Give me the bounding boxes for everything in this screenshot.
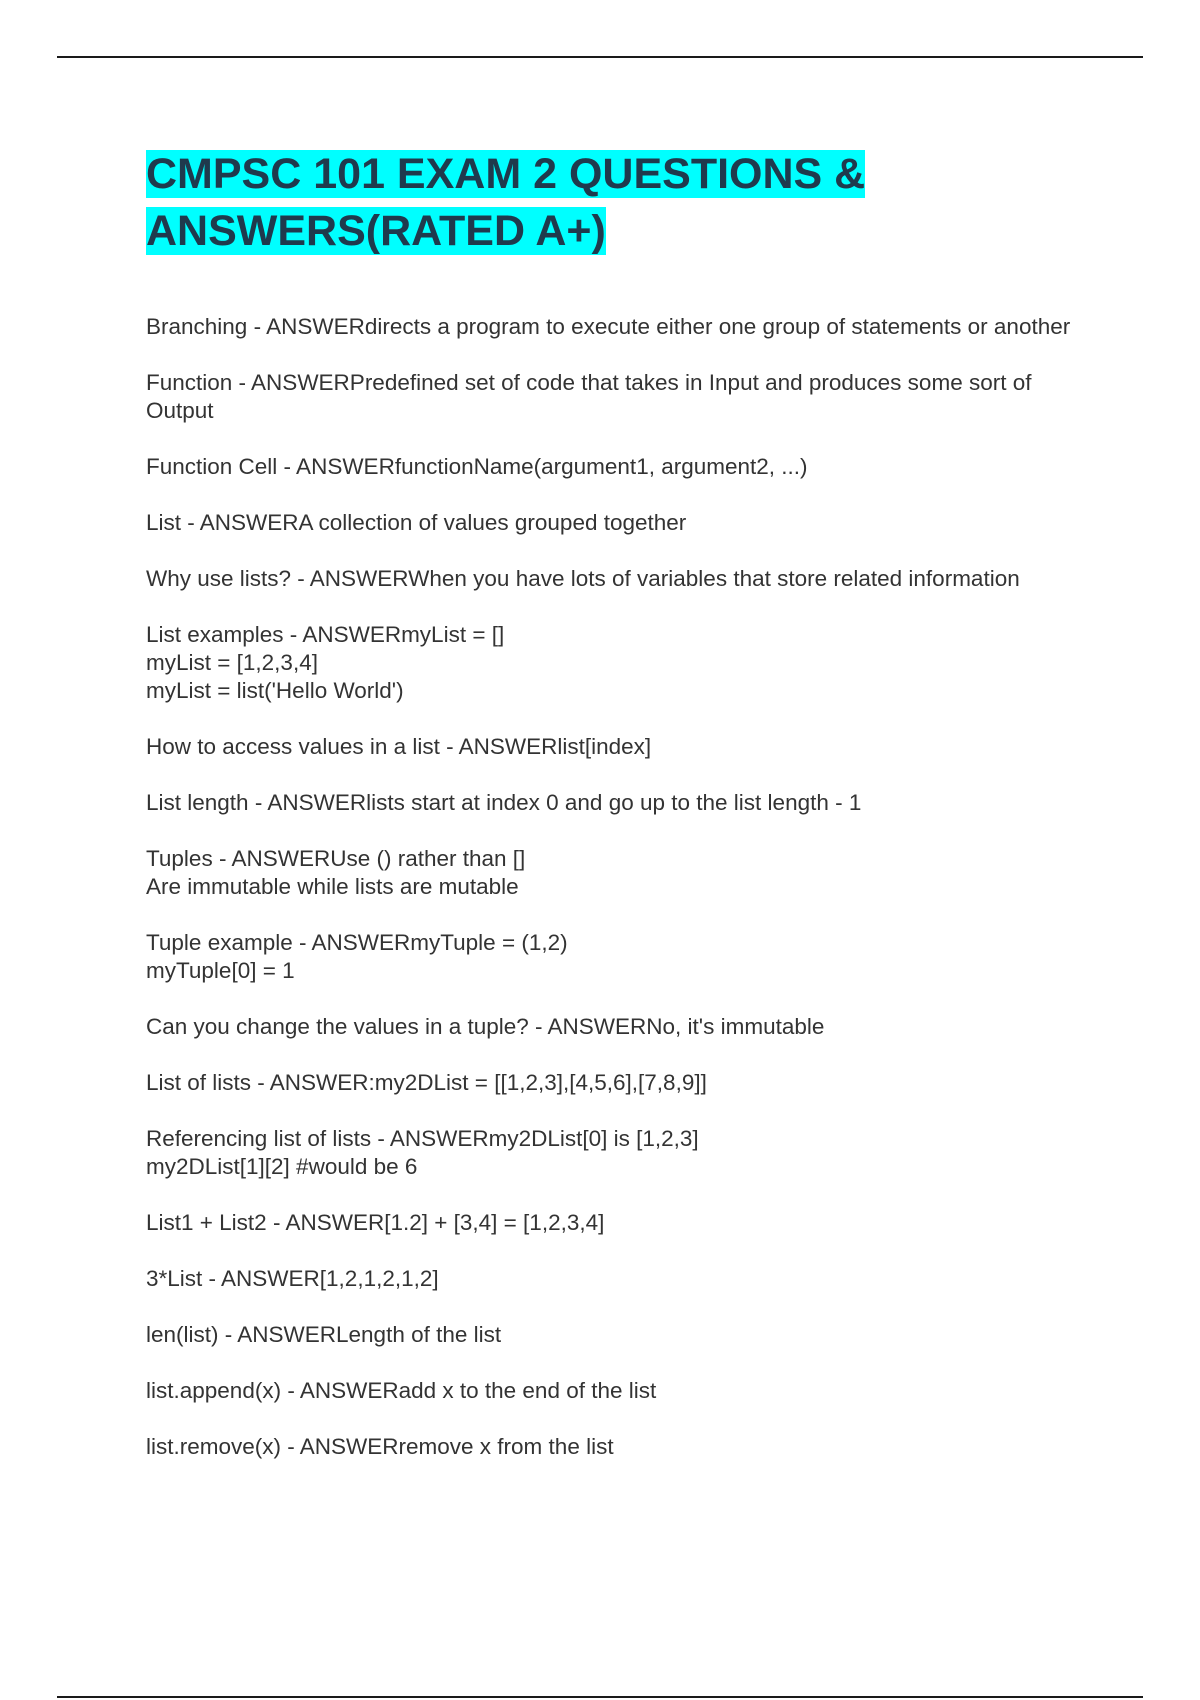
qa-line: list.remove(x) - ANSWERremove x from the list bbox=[146, 1434, 614, 1459]
qa-item bbox=[146, 369, 1076, 425]
qa-line: List of lists - ANSWER:my2DList = [[1,2,3],[4,5,6],[7,8,9]] bbox=[146, 1070, 707, 1095]
qa-line: Can you change the values in a tuple? - ANSWERNo, it's immutable bbox=[146, 1014, 825, 1039]
qa-list bbox=[146, 313, 1076, 1461]
top-rule bbox=[57, 56, 1143, 58]
qa-item bbox=[146, 1125, 1076, 1181]
qa-item bbox=[146, 1013, 1076, 1041]
title-highlight: CMPSC 101 EXAM 2 QUESTIONS & ANSWERS(RATED A+) bbox=[146, 150, 866, 255]
qa-line: Tuple example - ANSWERmyTuple = (1,2) bbox=[146, 930, 568, 955]
qa-line: Function - ANSWERPredefined set of code that takes in Input and produces some sort of Output bbox=[146, 370, 1038, 423]
qa-line: Why use lists? - ANSWERWhen you have lots of variables that store related information bbox=[146, 566, 1020, 591]
qa-line: Tuples - ANSWERUse () rather than [] bbox=[146, 846, 526, 871]
qa-item bbox=[146, 845, 1076, 901]
qa-line: len(list) - ANSWERLength of the list bbox=[146, 1322, 502, 1347]
qa-item bbox=[146, 1377, 1076, 1405]
qa-line: my2DList[1][2] #would be 6 bbox=[146, 1154, 418, 1179]
qa-line: myTuple[0] = 1 bbox=[146, 958, 295, 983]
qa-line: How to access values in a list - ANSWERlist[index] bbox=[146, 734, 652, 759]
qa-line: List length - ANSWERlists start at index 0 and go up to the list length - 1 bbox=[146, 790, 862, 815]
qa-item bbox=[146, 509, 1076, 537]
bottom-rule bbox=[57, 1696, 1143, 1698]
qa-line: Referencing list of lists - ANSWERmy2DList[0] is [1,2,3] bbox=[146, 1126, 699, 1151]
qa-item bbox=[146, 453, 1076, 481]
qa-line: myList = list('Hello World') bbox=[146, 678, 404, 703]
qa-item bbox=[146, 1069, 1076, 1097]
qa-item bbox=[146, 733, 1076, 761]
document-body bbox=[146, 146, 1076, 1489]
qa-line: List examples - ANSWERmyList = [] bbox=[146, 622, 505, 647]
qa-line: list.append(x) - ANSWERadd x to the end of the list bbox=[146, 1378, 657, 1403]
qa-line: List - ANSWERA collection of values grouped together bbox=[146, 510, 687, 535]
qa-item bbox=[146, 621, 1076, 705]
qa-item bbox=[146, 929, 1076, 985]
qa-line: 3*List - ANSWER[1,2,1,2,1,2] bbox=[146, 1266, 439, 1291]
qa-item bbox=[146, 1209, 1076, 1237]
qa-line: myList = [1,2,3,4] bbox=[146, 650, 318, 675]
qa-item bbox=[146, 565, 1076, 593]
qa-line: Branching - ANSWERdirects a program to execute either one group of statements or another bbox=[146, 314, 1071, 339]
qa-line: Are immutable while lists are mutable bbox=[146, 874, 519, 899]
qa-item bbox=[146, 313, 1076, 341]
qa-item bbox=[146, 1265, 1076, 1293]
qa-item bbox=[146, 789, 1076, 817]
qa-line: List1 + List2 - ANSWER[1.2] + [3,4] = [1,2,3,4] bbox=[146, 1210, 605, 1235]
qa-item bbox=[146, 1433, 1076, 1461]
qa-item bbox=[146, 1321, 1076, 1349]
qa-line: Function Cell - ANSWERfunctionName(argument1, argument2, ...) bbox=[146, 454, 808, 479]
page-title bbox=[146, 146, 1076, 260]
